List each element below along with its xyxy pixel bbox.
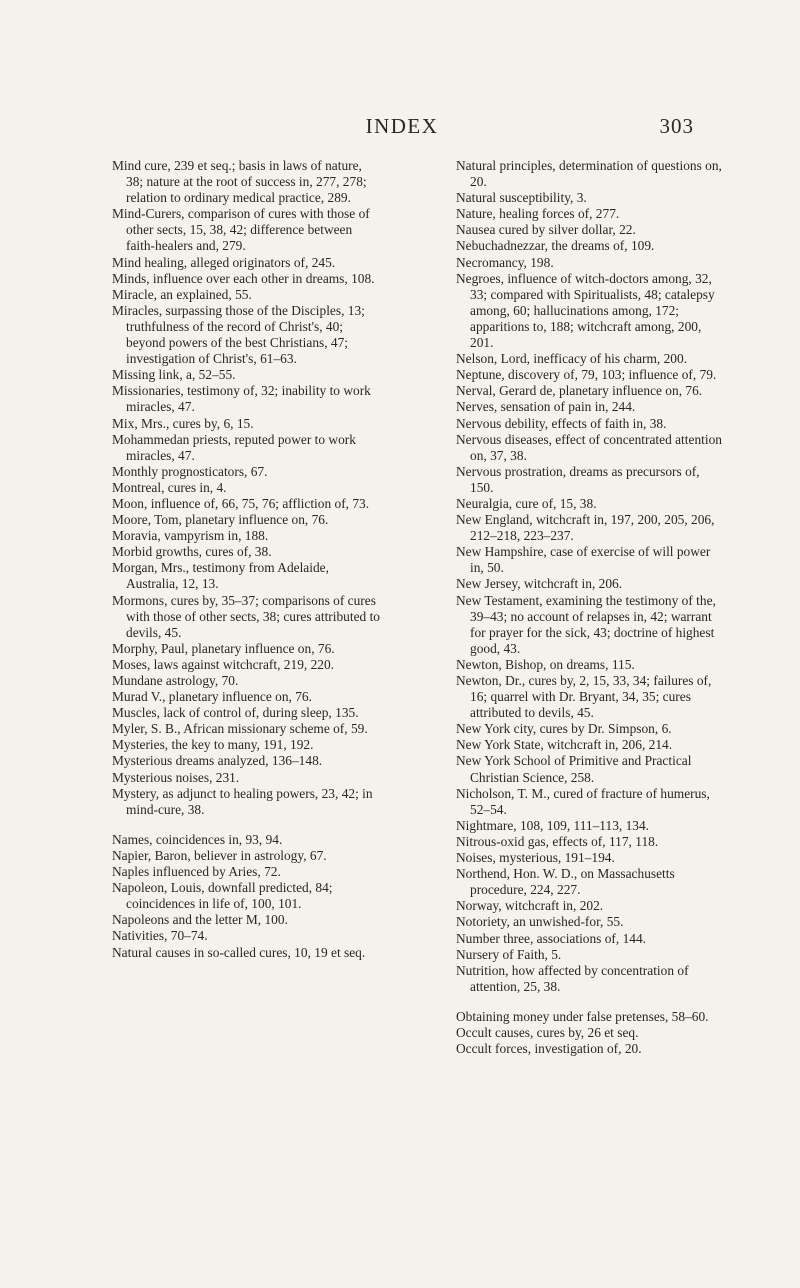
index-entry: New Jersey, witchcraft in, 206. bbox=[456, 576, 623, 592]
index-entry: Moon, influence of, 66, 75, 76; affliction of, 73. bbox=[112, 495, 370, 511]
index-entry: Naples influenced by Aries, 72. bbox=[112, 864, 281, 880]
page-header bbox=[110, 114, 694, 142]
index-entry: Nerves, sensation of pain in, 244. bbox=[456, 399, 636, 415]
index-entry: Montreal, cures in, 4. bbox=[112, 479, 227, 495]
index-entry: Mind healing, alleged originators of, 245. bbox=[112, 254, 336, 270]
index-entry: Nitrous-oxid gas, effects of, 117, 118. bbox=[456, 833, 659, 849]
index-entry: New Testament, examining the testimony of the, 39–43; no account of relapses in, 42; warrant for prayer for the sick, 43; doctrine of highest good, 43. bbox=[456, 592, 716, 656]
index-entry: Missionaries, testimony of, 32; inability to work miracles, 47. bbox=[112, 383, 371, 415]
index-entry: Napoleon, Louis, downfall predicted, 84; coincidences in life of, 100, 101. bbox=[112, 880, 333, 912]
index-entry: Miracle, an explained, 55. bbox=[112, 286, 252, 302]
index-entry: Nervous debility, effects of faith in, 38. bbox=[456, 415, 667, 431]
index-entry: Names, coincidences in, 93, 94. bbox=[112, 831, 283, 847]
index-entry: Occult causes, cures by, 26 et seq. bbox=[456, 1024, 639, 1040]
index-entry: Moses, laws against witchcraft, 219, 220. bbox=[112, 656, 335, 672]
index-entry: Norway, witchcraft in, 202. bbox=[456, 898, 604, 914]
index-entry: Monthly prognosticators, 67. bbox=[112, 463, 268, 479]
index-entry: Missing link, a, 52–55. bbox=[112, 367, 236, 383]
index-entry: Nausea cured by silver dollar, 22. bbox=[456, 222, 636, 238]
index-column-right bbox=[456, 158, 726, 1057]
index-entry: Mysteries, the key to many, 191, 192. bbox=[112, 737, 314, 753]
index-entry: Mind cure, 239 et seq.; basis in laws of nature, 38; nature at the root of success in, 277, 278; relation to ordinary medical practice, 289. bbox=[112, 158, 367, 206]
index-entry: Natural principles, determination of questions on, 20. bbox=[456, 158, 722, 190]
index-entry: Natural causes in so-called cures, 10, 19 et seq. bbox=[112, 944, 366, 960]
index-entry: New England, witchcraft in, 197, 200, 205, 206, 212–218, 223–237. bbox=[456, 512, 715, 544]
index-entry: Nervous prostration, dreams as precursors of, 150. bbox=[456, 463, 700, 495]
index-entry: Muscles, lack of control of, during sleep, 135. bbox=[112, 705, 359, 721]
page-number: 303 bbox=[659, 114, 694, 138]
index-entry: Myler, S. B., African missionary scheme of, 59. bbox=[112, 721, 368, 737]
index-entry: Notoriety, an unwished-for, 55. bbox=[456, 914, 624, 930]
index-entry: Miracles, surpassing those of the Disciples, 13; truthfulness of the record of Christ's, 40; beyond powers of the best Christians, 47; investigation of Christ's, 61–63. bbox=[112, 302, 365, 367]
index-entry: Newton, Dr., cures by, 2, 15, 33, 34; failures of, 16; quarrel with Dr. Bryant, 34, 35; cures attributed to devils, 45. bbox=[456, 673, 712, 721]
index-entry: Nelson, Lord, inefficacy of his charm, 200. bbox=[456, 351, 688, 367]
index-entry: Nervous diseases, effect of concentrated attention on, 37, 38. bbox=[456, 431, 722, 463]
index-entry: Napier, Baron, believer in astrology, 67. bbox=[112, 847, 327, 863]
index-entry: Number three, associations of, 144. bbox=[456, 930, 647, 946]
index-entry: Occult forces, investigation of, 20. bbox=[456, 1041, 642, 1057]
index-entry: Nicholson, T. M., cured of fracture of humerus, 52–54. bbox=[456, 785, 710, 817]
index-column-left bbox=[112, 158, 382, 961]
running-title: INDEX bbox=[365, 114, 439, 138]
index-entry: Nativities, 70–74. bbox=[112, 928, 208, 944]
index-entry: Mundane astrology, 70. bbox=[112, 673, 239, 688]
index-entry: Natural susceptibility, 3. bbox=[456, 190, 587, 206]
index-entry: Noises, mysterious, 191–194. bbox=[456, 850, 615, 866]
index-entry: Mix, Mrs., cures by, 6, 15. bbox=[112, 415, 254, 431]
index-entry: Nerval, Gerard de, planetary influence on, 76. bbox=[456, 383, 703, 399]
index-entry: Obtaining money under false pretenses, 58–60. bbox=[456, 1008, 709, 1024]
index-entry: Neptune, discovery of, 79, 103; influence of, 79. bbox=[456, 367, 717, 383]
index-entry: Negroes, influence of witch-doctors among, 32, 33; compared with Spiritualists, 48; catalepsy among, 60; hallucinations among, 172; apparitions to, 188; witchcraft among, 200, 201. bbox=[456, 270, 715, 351]
index-entry: Mormons, cures by, 35–37; comparisons of cures with those of other sects, 38; cures attributed to devils, 45. bbox=[112, 592, 380, 640]
index-entry: Nature, healing forces of, 277. bbox=[456, 206, 620, 222]
index-entry: Nursery of Faith, 5. bbox=[456, 946, 562, 962]
index-entry: Nebuchadnezzar, the dreams of, 109. bbox=[456, 238, 655, 254]
index-entry: Murad V., planetary influence on, 76. bbox=[112, 689, 312, 705]
index-entry: Mind-Curers, comparison of cures with those of other sects, 15, 38, 42; difference between faith-healers and, 279. bbox=[112, 206, 370, 254]
index-entry: Morbid growths, cures of, 38. bbox=[112, 544, 272, 560]
index-entry: Northend, Hon. W. D., on Massachusetts procedure, 224, 227. bbox=[456, 866, 675, 898]
index-entry: New York School of Primitive and Practical Christian Science, 258. bbox=[456, 753, 692, 785]
index-entry: Napoleons and the letter M, 100. bbox=[112, 912, 288, 928]
index-entry: Nightmare, 108, 109, 111–113, 134. bbox=[456, 817, 650, 833]
index-entry: New York State, witchcraft in, 206, 214. bbox=[456, 737, 673, 753]
index-entry: Morphy, Paul, planetary influence on, 76. bbox=[112, 640, 335, 656]
index-entry: Mystery, as adjunct to healing powers, 23, 42; in mind-cure, 38. bbox=[112, 785, 373, 817]
index-entry: Nutrition, how affected by concentration of attention, 25, 38. bbox=[456, 962, 689, 994]
index-entry: Mysterious dreams analyzed, 136–148. bbox=[112, 753, 323, 769]
index-entry: Necromancy, 198. bbox=[456, 254, 554, 270]
index-entry: Newton, Bishop, on dreams, 115. bbox=[456, 656, 635, 672]
index-entry: Moravia, vampyrism in, 188. bbox=[112, 528, 269, 544]
index-entry: Moore, Tom, planetary influence on, 76. bbox=[112, 512, 329, 528]
index-entry: New York city, cures by Dr. Simpson, 6. bbox=[456, 721, 672, 737]
index-entry: Mohammedan priests, reputed power to work miracles, 47. bbox=[112, 431, 356, 463]
index-entry: Mysterious noises, 231. bbox=[112, 769, 240, 785]
index-entry: Morgan, Mrs., testimony from Adelaide, Australia, 12, 13. bbox=[112, 560, 329, 592]
index-entry: Neuralgia, cure of, 15, 38. bbox=[456, 495, 597, 511]
index-entry: Minds, influence over each other in dreams, 108. bbox=[112, 270, 375, 286]
index-entry: New Hampshire, case of exercise of will power in, 50. bbox=[456, 544, 711, 576]
